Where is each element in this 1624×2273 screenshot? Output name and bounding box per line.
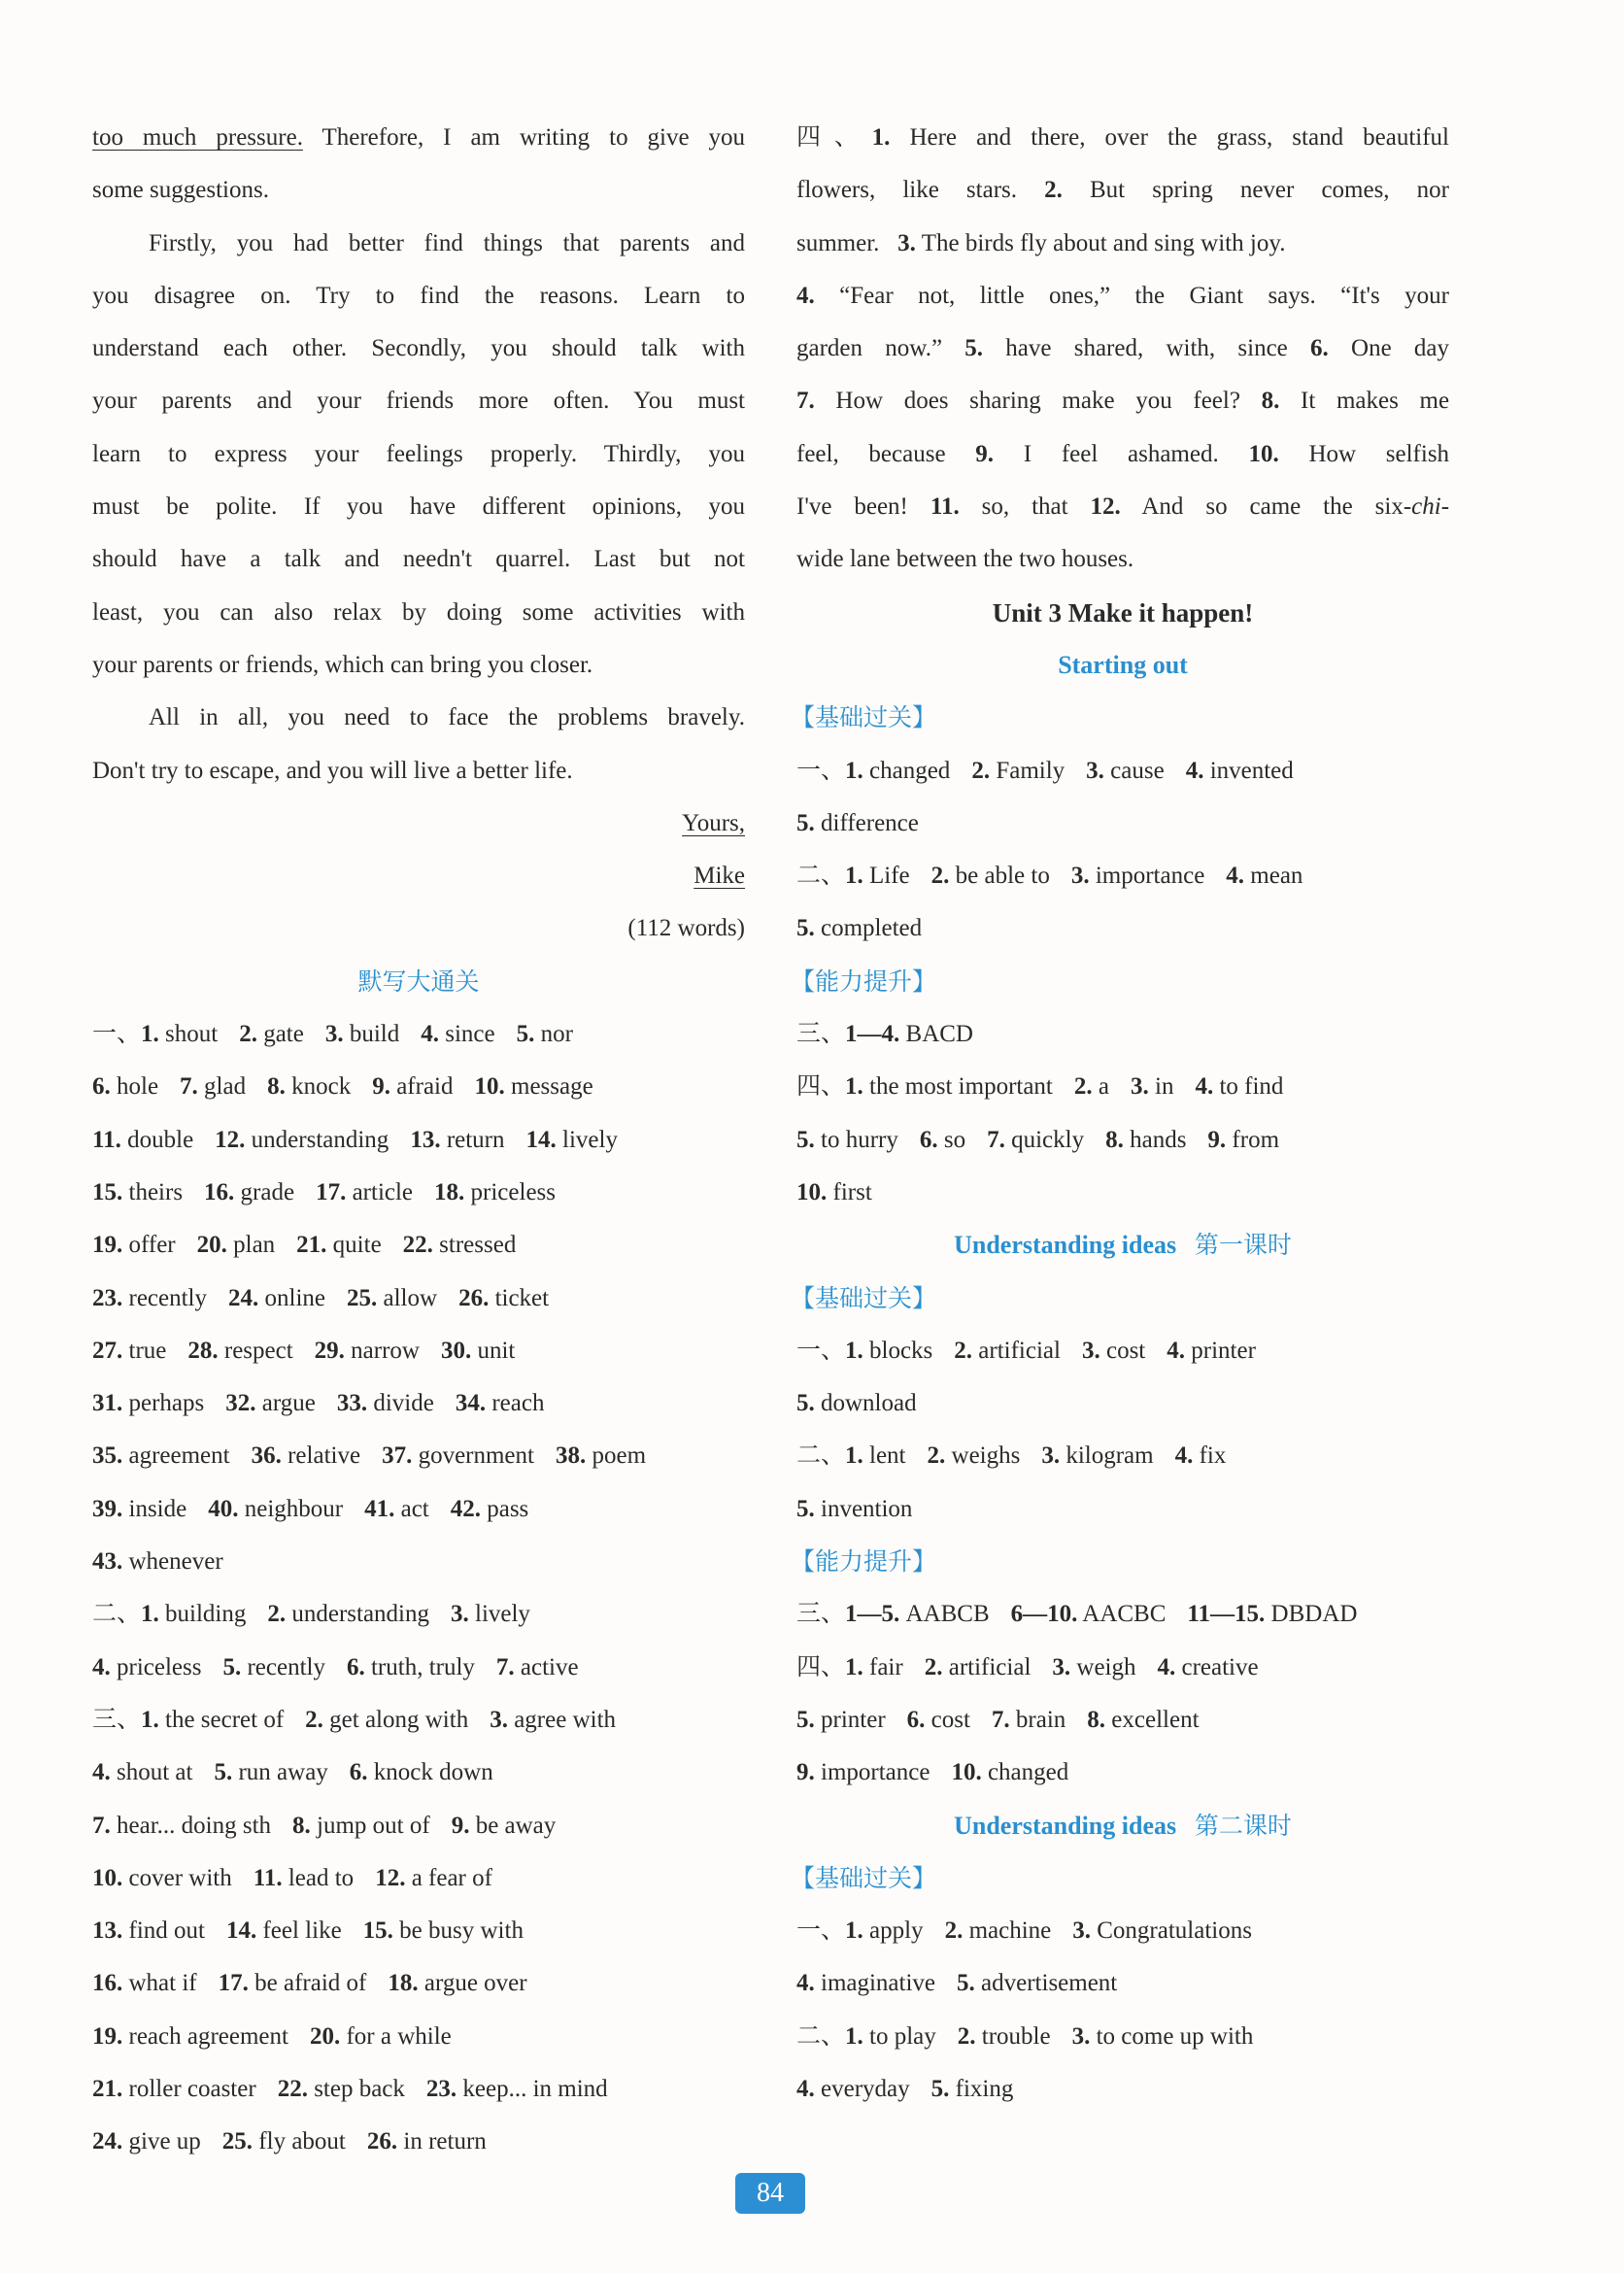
section-heading-understanding-2: Understanding ideas 第二课时 xyxy=(954,1811,1292,1840)
dictation-part-2 xyxy=(92,1588,745,1694)
answer-row: 23. recently 24. online 25. allow 26. ticket xyxy=(92,1284,550,1311)
section-heading-starting-out: Starting out xyxy=(1058,650,1188,679)
answer-row: 19. offer 20. plan 21. quite 22. stressed xyxy=(92,1232,517,1259)
letter-line: you disagree on. Try to find the reasons. Learn to xyxy=(92,282,745,309)
section-heading-understanding-1: Understanding ideas 第一课时 xyxy=(954,1231,1292,1260)
answer-row: 16. what if 17. be afraid of 18. argue over xyxy=(92,1970,527,1997)
answer-row: 一、1. shout 2. gate 3. build 4. since 5. nor xyxy=(92,1021,573,1048)
letter-line: your parents and your friends more often. You must xyxy=(92,388,745,415)
answer-row: 二、1. to play 2. trouble 3. to come up with xyxy=(796,2022,1254,2050)
dictation-part-3 xyxy=(92,1694,745,2169)
answer-row: 5. invention xyxy=(796,1495,913,1522)
letter-line: learn to express your feelings properly. Thirdly, you xyxy=(92,440,745,467)
answer-row: 39. inside 40. neighbour 41. act 42. pass xyxy=(92,1495,529,1522)
answer-row: 9. importance 10. changed xyxy=(796,1759,1069,1786)
answer-row: 7. hear... doing sth 8. jump out of 9. be away xyxy=(92,1812,557,1839)
answer-row: 一、1. changed 2. Family 3. cause 4. invented xyxy=(796,757,1294,784)
answer-row: 四、1. the most important 2. a 3. in 4. to find xyxy=(796,1073,1284,1101)
letter-line: should have a talk and needn't quarrel. Last but not xyxy=(92,546,745,573)
answer-row: 三、1—4. BACD xyxy=(796,1021,973,1048)
answer-row: 5. completed xyxy=(796,915,923,942)
letter-line: too much pressure. Therefore, I am writing to give you xyxy=(92,124,746,151)
answer-row: 10. cover with 11. lead to 12. a fear of xyxy=(92,1864,492,1891)
page-number: 84 xyxy=(735,2173,805,2214)
letter-line: must be polite. If you have different opinions, you xyxy=(92,493,745,521)
answer-row: 6. hole 7. glad 8. knock 9. afraid 10. message xyxy=(92,1073,593,1101)
answer-row: 19. reach agreement 20. for a while xyxy=(92,2022,452,2050)
s4-line: garden now.” 5. have shared, with, since 6. One day xyxy=(796,335,1450,362)
answer-row: 三、1. the secret of 2. get along with 3. agree with xyxy=(92,1706,617,1733)
answer-row: 15. theirs 16. grade 17. article 18. priceless xyxy=(92,1178,556,1205)
answer-row: 一、1. blocks 2. artificial 3. cost 4. printer xyxy=(796,1337,1256,1364)
s4-line: flowers, like stars. 2. But spring never comes, nor xyxy=(796,177,1449,204)
letter-line: Don't try to escape, and you will live a better life. xyxy=(92,757,573,784)
dictation-part-1 xyxy=(92,1008,745,1588)
s4-line: summer. 3. The birds fly about and sing with joy. xyxy=(796,229,1286,256)
left-column xyxy=(92,112,745,2169)
s4-line: 4. “Fear not, little ones,” the Giant says. “It's your xyxy=(796,282,1450,309)
unit-title: Unit 3 Make it happen! xyxy=(992,597,1254,628)
answer-row: 24. give up 25. fly about 26. in return xyxy=(92,2128,487,2155)
answer-row: 4. everyday 5. fixing xyxy=(796,2075,1014,2102)
answer-row: 5. to hurry 6. so 7. quickly 8. hands 9. from xyxy=(796,1126,1280,1153)
right-column xyxy=(791,112,1450,2116)
answer-row: 5. download xyxy=(796,1390,917,1417)
letter-line: understand each other. Secondly, you should talk with xyxy=(92,335,745,362)
answer-row: 43. whenever xyxy=(92,1548,223,1576)
s4-line: 7. How does sharing make you feel? 8. It makes me xyxy=(796,388,1450,415)
answer-row: 三、1—5. AABCB 6—10. AACBC 11—15. DBDAD xyxy=(796,1601,1358,1628)
letter-line: Firstly, you had better find things that parents and xyxy=(149,229,745,256)
answer-row: 二、1. Life 2. be able to 3. importance 4. mean xyxy=(796,863,1303,890)
dictation-section-title: 默写大通关 xyxy=(357,967,480,996)
word-count: (112 words) xyxy=(627,915,745,942)
letter-signature: Mike xyxy=(694,863,745,890)
tag-advance: 【能力提升】 xyxy=(791,1547,937,1577)
tag-advance: 【能力提升】 xyxy=(791,967,937,996)
answer-row: 27. true 28. respect 29. narrow 30. unit xyxy=(92,1337,516,1364)
answer-row: 21. roller coaster 22. step back 23. keep... in mind xyxy=(92,2075,608,2102)
answer-row: 5. difference xyxy=(796,809,919,836)
tag-basic: 【基础过关】 xyxy=(791,1863,937,1892)
answer-row: 二、1. building 2. understanding 3. lively xyxy=(92,1601,530,1628)
tag-basic: 【基础过关】 xyxy=(791,703,937,732)
s4-line: wide lane between the two houses. xyxy=(796,546,1134,573)
answer-row: 35. agreement 36. relative 37. government 38. poem xyxy=(92,1442,647,1470)
letter-line: some suggestions. xyxy=(92,177,269,204)
answer-row: 13. find out 14. feel like 15. be busy with xyxy=(92,1917,524,1945)
answer-row: 4. priceless 5. recently 6. truth, truly 7. active xyxy=(92,1653,579,1680)
underlined-text: too much pressure. xyxy=(92,124,303,151)
letter-closing: Yours, xyxy=(682,809,745,836)
s4-line: 四、1. Here and there, over the grass, stand beautiful xyxy=(796,124,1449,151)
letter-line: All in all, you need to face the problems bravely. xyxy=(149,704,745,731)
answer-row: 31. perhaps 32. argue 33. divide 34. reach xyxy=(92,1390,545,1417)
answer-row: 5. printer 6. cost 7. brain 8. excellent xyxy=(796,1706,1200,1733)
tag-basic: 【基础过关】 xyxy=(791,1283,937,1312)
letter-line: your parents or friends, which can bring you closer. xyxy=(92,651,593,678)
answer-row: 10. first xyxy=(796,1178,872,1205)
answer-row: 4. imaginative 5. advertisement xyxy=(796,1970,1118,1997)
letter-paragraph-2 xyxy=(92,218,745,693)
s4-line: I've been! 11. so, that 12. And so came the six-chi- xyxy=(796,493,1450,521)
letter-paragraph-3 xyxy=(92,692,745,797)
answer-row: 一、1. apply 2. machine 3. Congratulations xyxy=(796,1917,1252,1945)
answer-row: 四、1. fair 2. artificial 3. weigh 4. creative xyxy=(796,1653,1259,1680)
answer-row: 二、1. lent 2. weighs 3. kilogram 4. fix xyxy=(796,1442,1227,1470)
answer-row: 11. double 12. understanding 13. return 14. lively xyxy=(92,1126,618,1153)
s4-line: feel, because 9. I feel ashamed. 10. How selfish xyxy=(796,440,1450,467)
letter-line: least, you can also relax by doing some activities with xyxy=(92,598,745,626)
answer-row: 4. shout at 5. run away 6. knock down xyxy=(92,1759,493,1786)
